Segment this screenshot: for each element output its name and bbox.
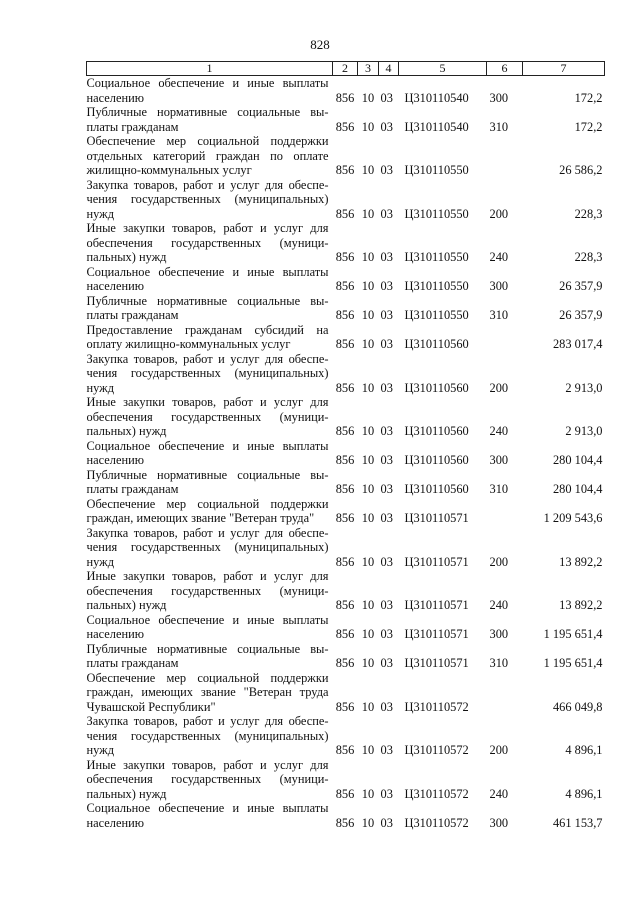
row-chapter-code: 856 [335,511,355,525]
row-chapter-code: 856 [335,424,355,438]
table-row [87,714,605,758]
row-target-article: Ц310110571 [404,656,469,670]
description-line: оплату жилищно-коммунальных услуг [86,337,291,351]
table-header [87,62,605,76]
description-line: отдельных категорий граждан по оплате [86,148,329,163]
description-line: Чувашской Республики" [86,699,216,714]
row-chapter-code: 856 [335,627,355,641]
header-col-4: 4 [379,62,399,76]
row-subsection-code: 03 [380,453,393,467]
description-line: Иные закупки товаров, работ и услуг для [86,569,329,583]
row-description [87,497,333,526]
row-section-code: 10 [361,424,375,438]
row-amount: 228,3 [574,250,603,264]
description-line: пальных) нужд [86,250,167,264]
row-subsection-code: 03 [380,511,393,525]
description-line: Закупка товаров, работ и услуг для обеспе- [86,351,329,366]
row-amount: 1 195 651,4 [543,627,603,641]
description-line: чения государственных (муниципальных) [86,366,329,380]
row-amount: 172,2 [574,90,603,105]
row-subsection-code: 03 [380,598,393,612]
description-line: Предоставление гражданам субсидий на [86,322,329,337]
description-line: чения государственных (муниципальных) [86,728,329,743]
row-expense-type: 200 [489,380,509,395]
table-row [87,178,605,222]
row-amount: 1 209 543,6 [543,511,603,525]
row-expense-type [487,671,523,715]
row-target-article: Ц310110571 [404,627,469,641]
description-line: Публичные нормативные социальные вы- [86,293,329,308]
table-row [87,395,605,439]
row-amount: 4 896,1 [565,743,603,757]
description-line: граждан, имеющих звание "Ветеран труда" [86,511,315,525]
description-line: Закупка товаров, работ и услуг для обеспе- [86,525,329,540]
row-subsection-code: 03 [380,743,393,757]
row-amount: 283 017,4 [552,337,603,351]
row-subsection-code: 03 [380,308,393,322]
row-chapter-code: 856 [335,163,355,177]
row-description [87,105,333,134]
header-col-3: 3 [358,62,379,76]
table-row [87,468,605,497]
row-section-code: 10 [361,90,375,105]
row-chapter-code: 856 [335,453,355,467]
row-description [87,294,333,323]
row-section-code: 10 [361,656,375,670]
row-description [87,671,333,715]
row-section-code: 10 [361,554,375,569]
row-expense-type: 240 [489,598,509,612]
description-line: нужд [86,554,115,569]
row-description [87,613,333,642]
description-line: населению [86,453,144,467]
header-col-2: 2 [333,62,358,76]
description-line: Обеспечение мер социальной поддержки [86,496,329,511]
row-target-article: Ц310110550 [404,308,469,322]
row-expense-type: 310 [489,308,509,322]
row-chapter-code: 856 [335,90,355,105]
table-row [87,76,605,106]
row-amount: 280 104,4 [552,453,603,467]
row-target-article: Ц310110550 [404,163,469,177]
row-target-article: Ц310110550 [404,206,469,221]
row-section-code: 10 [361,786,375,801]
row-amount: 2 913,0 [565,380,603,395]
row-description [87,323,333,352]
description-line: жилищно-коммунальных услуг [86,163,252,177]
row-description [87,526,333,570]
row-section-code: 10 [361,250,375,264]
row-target-article: Ц310110560 [404,453,469,467]
row-amount: 466 049,8 [552,699,603,714]
row-target-article: Ц310110572 [404,815,469,830]
description-line: Публичные нормативные социальные вы- [86,641,329,656]
table-row [87,105,605,134]
row-chapter-code: 856 [335,815,355,830]
row-section-code: 10 [361,627,375,641]
row-section-code: 10 [361,206,375,221]
row-description [87,468,333,497]
row-subsection-code: 03 [380,786,393,801]
row-subsection-code: 03 [380,337,393,351]
description-line: Социальное обеспечение и иные выплаты [86,76,329,90]
description-line: Социальное обеспечение и иные выплаты [86,264,329,279]
row-expense-type [487,323,523,352]
row-expense-type: 240 [489,424,509,438]
header-col-7: 7 [523,62,605,76]
table-row [87,526,605,570]
row-chapter-code: 856 [335,279,355,293]
description-line: обеспечения государственных (муници- [86,409,329,424]
table-row [87,323,605,352]
description-line: нужд [86,206,115,221]
row-subsection-code: 03 [380,554,393,569]
row-target-article: Ц310110560 [404,380,469,395]
description-line: чения государственных (муниципальных) [86,540,329,554]
description-line: населению [86,627,144,641]
header-col-6: 6 [487,62,523,76]
description-line: Закупка товаров, работ и услуг для обеспе- [86,714,329,728]
table-row [87,569,605,613]
row-section-code: 10 [361,163,375,177]
row-expense-type: 240 [489,786,509,801]
budget-table [86,61,605,830]
row-description [87,439,333,468]
description-line: обеспечения государственных (муници- [86,235,329,250]
row-section-code: 10 [361,511,375,525]
row-chapter-code: 856 [335,743,355,757]
row-expense-type: 300 [489,90,509,105]
row-description [87,569,333,613]
row-chapter-code: 856 [335,337,355,351]
row-amount: 26 357,9 [559,279,603,293]
row-description [87,134,333,178]
description-line: населению [86,815,144,830]
row-expense-type: 240 [489,250,509,264]
row-amount: 13 892,2 [559,598,603,612]
row-subsection-code: 03 [380,119,393,134]
row-target-article: Ц310110560 [404,424,469,438]
table-row [87,642,605,671]
table-row [87,352,605,396]
row-description [87,395,333,439]
row-chapter-code: 856 [335,786,355,801]
table-row [87,497,605,526]
description-line: граждан, имеющих звание "Ветеран труда [86,685,329,699]
row-target-article: Ц310110571 [404,554,469,569]
row-target-article: Ц310110540 [404,90,469,105]
description-line: Обеспечение мер социальной поддержки [86,670,329,685]
row-expense-type: 300 [489,815,509,830]
row-subsection-code: 03 [380,206,393,221]
description-line: Иные закупки товаров, работ и услуг для [86,221,329,235]
row-subsection-code: 03 [380,250,393,264]
table-body [87,76,605,831]
description-line: обеспечения государственных (муници- [86,772,329,786]
row-amount: 26 357,9 [559,308,603,322]
row-amount: 2 913,0 [565,424,603,438]
description-line: Публичные нормативные социальные вы- [86,467,329,482]
row-amount: 26 586,2 [559,163,603,177]
description-line: платы гражданам [86,656,179,670]
header-col-5: 5 [399,62,487,76]
table-row [87,265,605,294]
description-line: пальных) нужд [86,598,167,612]
table-row [87,801,605,830]
row-subsection-code: 03 [380,380,393,395]
description-line: Социальное обеспечение и иные выплаты [86,612,329,627]
row-expense-type: 310 [489,119,509,134]
row-subsection-code: 03 [380,90,393,105]
row-section-code: 10 [361,308,375,322]
description-line: Обеспечение мер социальной поддержки [86,134,329,148]
row-subsection-code: 03 [380,627,393,641]
row-section-code: 10 [361,598,375,612]
header-row [87,62,605,76]
row-chapter-code: 856 [335,554,355,569]
row-expense-type: 310 [489,656,509,670]
row-amount: 13 892,2 [559,554,603,569]
row-subsection-code: 03 [380,815,393,830]
table-row [87,221,605,265]
row-description [87,714,333,758]
row-amount: 461 153,7 [552,815,603,830]
row-section-code: 10 [361,337,375,351]
row-amount: 280 104,4 [552,482,603,496]
row-description [87,265,333,294]
description-line: пальных) нужд [86,424,167,438]
description-line: населению [86,90,144,105]
row-section-code: 10 [361,279,375,293]
row-chapter-code: 856 [335,380,355,395]
row-chapter-code: 856 [335,598,355,612]
row-target-article: Ц310110540 [404,119,469,134]
row-expense-type [487,134,523,178]
table-row [87,758,605,802]
row-target-article: Ц310110571 [404,598,469,612]
row-chapter-code: 856 [335,308,355,322]
row-section-code: 10 [361,119,375,134]
row-chapter-code: 856 [335,699,355,714]
table-row [87,294,605,323]
page-number: 828 [310,37,330,52]
row-subsection-code: 03 [380,699,393,714]
row-description [87,642,333,671]
row-expense-type: 300 [489,453,509,467]
description-line: Иные закупки товаров, работ и услуг для [86,395,329,409]
description-line: Социальное обеспечение и иные выплаты [86,438,329,453]
row-subsection-code: 03 [380,482,393,496]
row-description [87,76,333,106]
row-amount: 228,3 [574,206,603,221]
description-line: населению [86,279,144,293]
row-target-article: Ц310110572 [404,699,469,714]
row-amount: 4 896,1 [565,786,603,801]
description-line: платы гражданам [86,119,179,134]
row-target-article: Ц310110571 [404,511,469,525]
row-expense-type: 200 [489,554,509,569]
row-target-article: Ц310110560 [404,482,469,496]
row-expense-type: 200 [489,206,509,221]
row-amount: 1 195 651,4 [543,656,603,670]
row-expense-type: 200 [489,743,509,757]
table-row [87,613,605,642]
row-section-code: 10 [361,482,375,496]
description-line: Социальное обеспечение и иные выплаты [86,801,329,815]
description-line: чения государственных (муниципальных) [86,192,329,206]
description-line: Иные закупки товаров, работ и услуг для [86,757,329,772]
row-chapter-code: 856 [335,119,355,134]
row-section-code: 10 [361,743,375,757]
row-chapter-code: 856 [335,656,355,670]
row-expense-type [487,497,523,526]
row-description [87,801,333,830]
description-line: Публичные нормативные социальные вы- [86,105,329,119]
row-chapter-code: 856 [335,250,355,264]
table-row [87,671,605,715]
row-expense-type: 310 [489,482,509,496]
row-chapter-code: 856 [335,482,355,496]
header-col-1: 1 [87,62,333,76]
row-target-article: Ц310110560 [404,337,469,351]
description-line: пальных) нужд [86,786,167,801]
row-section-code: 10 [361,453,375,467]
description-line: нужд [86,743,115,757]
row-section-code: 10 [361,380,375,395]
row-target-article: Ц310110572 [404,786,469,801]
row-target-article: Ц310110550 [404,250,469,264]
row-expense-type: 300 [489,627,509,641]
description-line: Закупка товаров, работ и услуг для обеспе- [86,177,329,192]
table-row [87,134,605,178]
row-subsection-code: 03 [380,279,393,293]
row-subsection-code: 03 [380,163,393,177]
row-subsection-code: 03 [380,424,393,438]
description-line: платы гражданам [86,308,179,322]
row-description [87,178,333,222]
row-target-article: Ц310110550 [404,279,469,293]
row-section-code: 10 [361,815,375,830]
row-amount: 172,2 [574,119,603,134]
row-section-code: 10 [361,699,375,714]
table-row [87,439,605,468]
row-description [87,352,333,396]
description-line: нужд [86,380,115,395]
row-target-article: Ц310110572 [404,743,469,757]
row-description [87,758,333,802]
row-subsection-code: 03 [380,656,393,670]
row-description [87,221,333,265]
row-expense-type: 300 [489,279,509,293]
description-line: обеспечения государственных (муници- [86,583,329,598]
row-chapter-code: 856 [335,206,355,221]
description-line: платы гражданам [86,482,179,496]
